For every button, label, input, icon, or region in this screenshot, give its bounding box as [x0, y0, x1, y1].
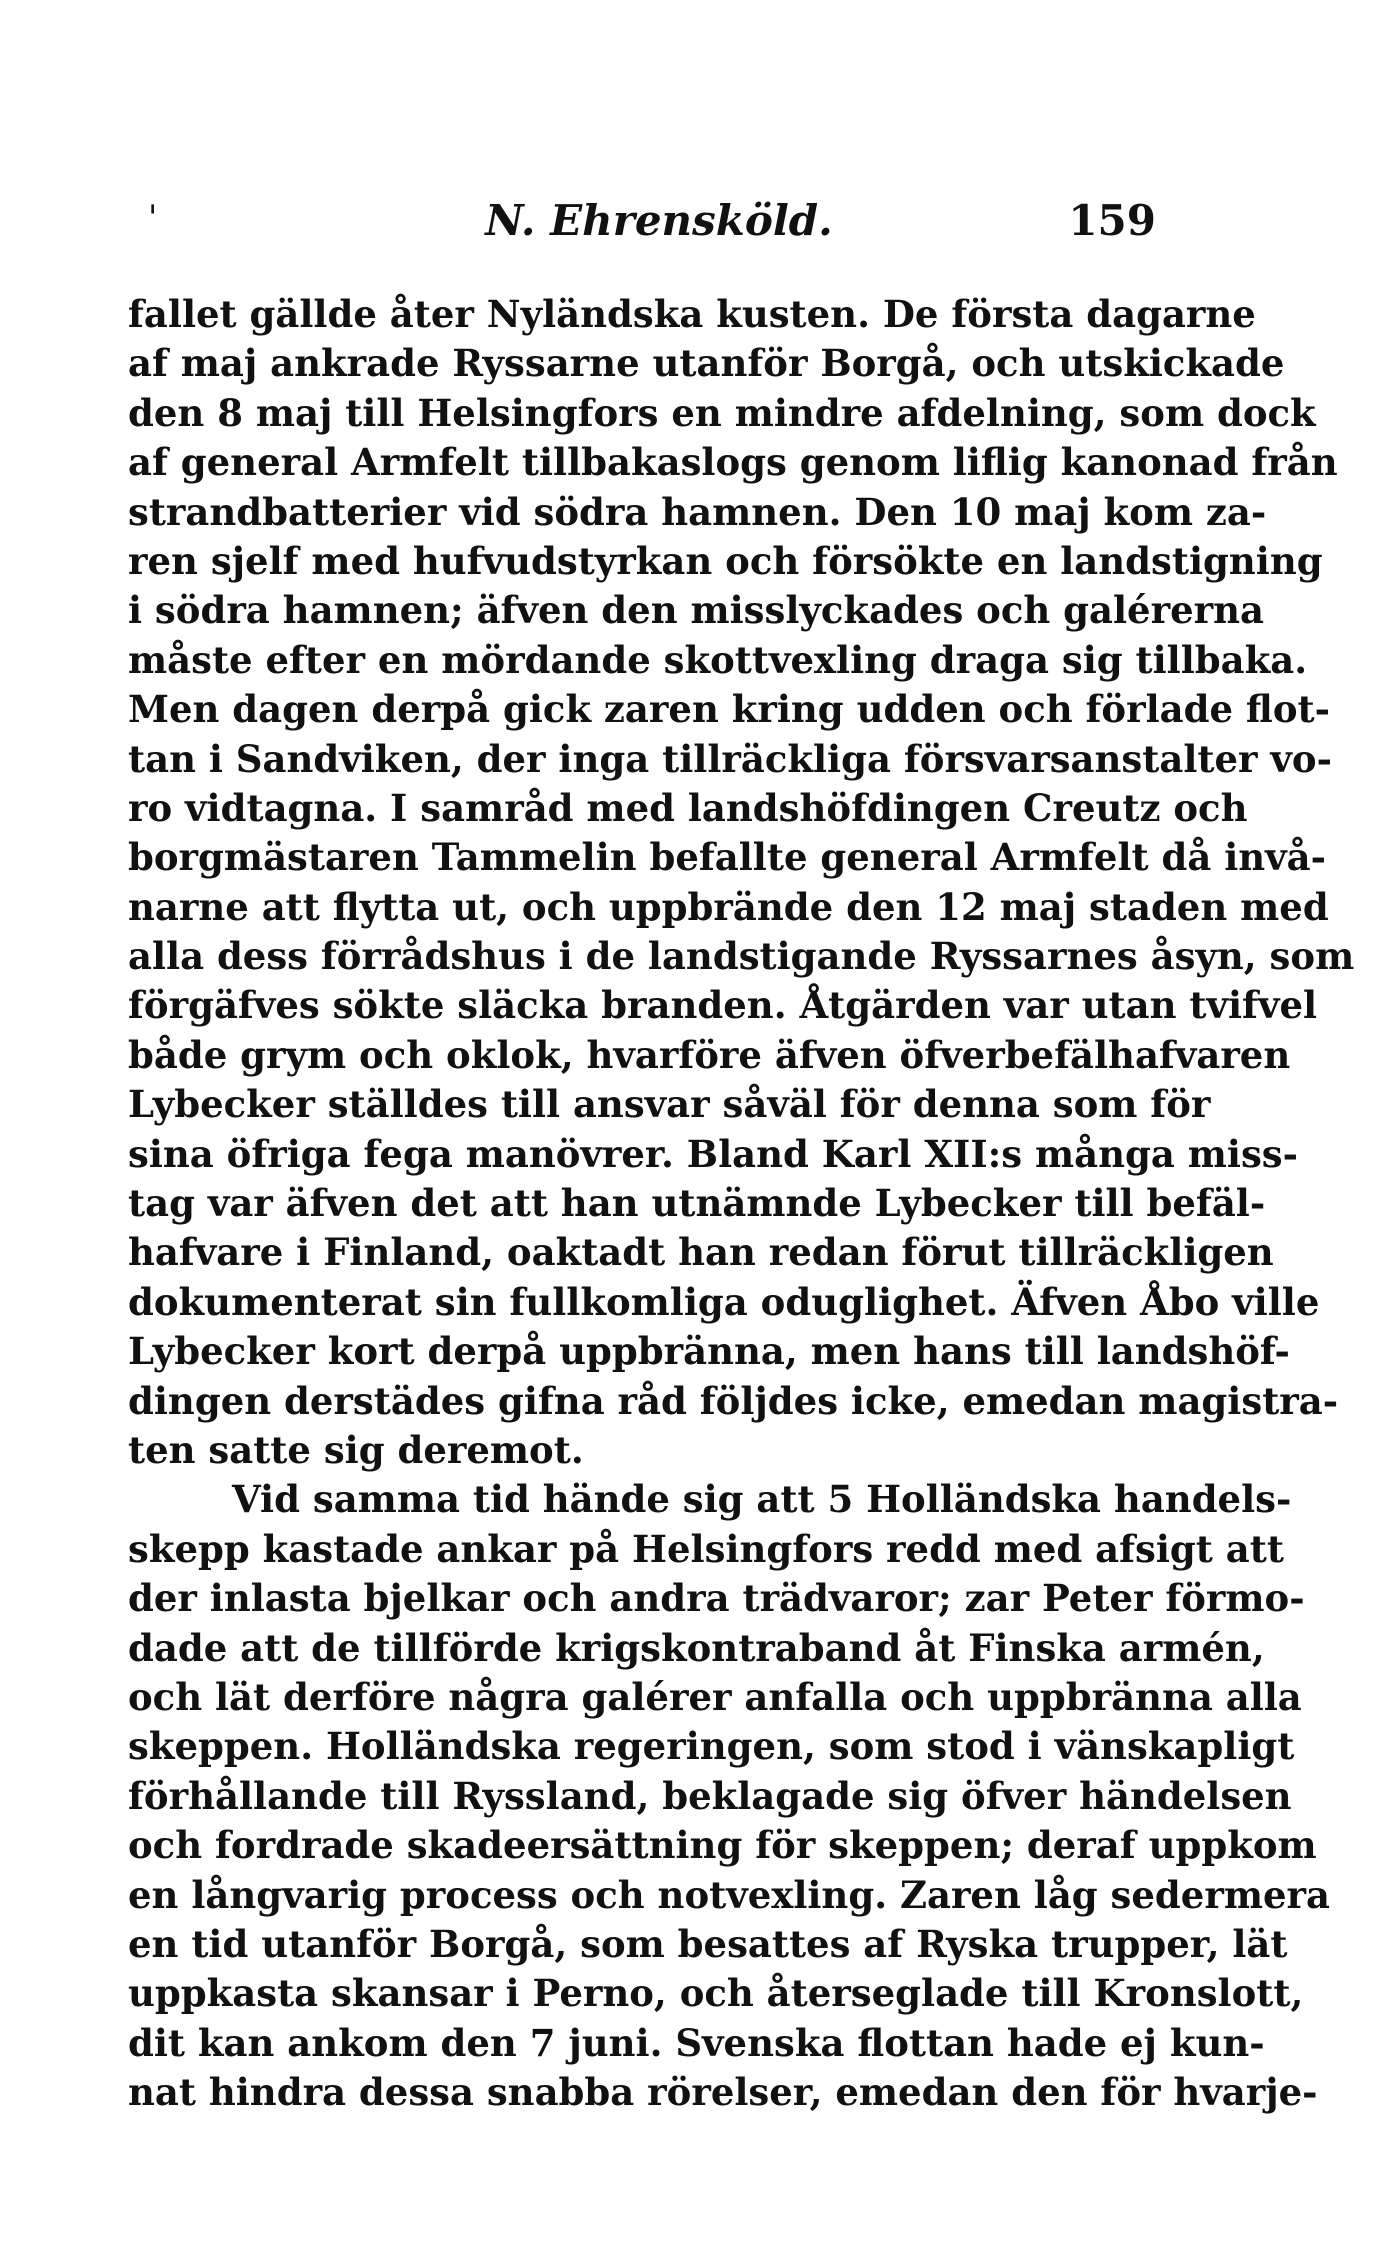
text-line: en långvarig process och notvexling. Zaren låg sedermera	[128, 1872, 1330, 1917]
text-line: dokumenterat sin fullkomliga oduglighet. Äfven Åbo ville	[128, 1279, 1320, 1324]
text-line: uppkasta skansar i Perno, och återseglade till Kronslott,	[128, 1971, 1304, 2016]
text-line: Lybecker kort derpå uppbränna, men hans till landshöf-	[128, 1329, 1290, 1374]
text-line: hafvare i Finland, oaktadt han redan förut tillräckligen	[128, 1230, 1274, 1275]
text-line: tan i Sandviken, der inga tillräckliga försvarsanstalter vo-	[128, 736, 1332, 781]
text-line: skeppen. Holländska regeringen, som stod i vänskapligt	[128, 1724, 1295, 1769]
text-line: af general Armfelt tillbakaslogs genom liflig kanonad från	[128, 440, 1338, 485]
text-line: borgmästaren Tammelin befallte general Armfelt då invå-	[128, 835, 1326, 880]
text-line: ro vidtagna. I samråd med landshöfdingen Creutz och	[128, 785, 1248, 830]
text-line: fallet gällde åter Nyländska kusten. De första dagarne	[128, 292, 1256, 336]
text-line: dit kan ankom den 7 juni. Svenska flottan hade ej kun-	[128, 2020, 1265, 2065]
text-line-paragraph-start: Vid samma tid hände sig att 5 Holländska handels-	[232, 1477, 1292, 1522]
text-line: ren sjelf med hufvudstyrkan och försökte en landstigning	[128, 538, 1323, 583]
text-line: strandbatterier vid södra hamnen. Den 10 maj kom za-	[128, 489, 1267, 534]
text-line: der inlasta bjelkar och andra trädvaror; zar Peter förmo-	[128, 1576, 1305, 1621]
text-line: narne att flytta ut, och uppbrände den 12 maj staden med	[128, 884, 1329, 929]
text-line: alla dess förrådshus i de landstigande Ryssarnes åsyn, som	[128, 934, 1355, 979]
text-line: förhållande till Ryssland, beklagade sig öfver händelsen	[128, 1773, 1292, 1818]
text-line: en tid utanför Borgå, som besattes af Ryska trupper, lät	[128, 1921, 1288, 1966]
text-line: dingen derstädes gifna råd följdes icke, emedan magistra-	[128, 1378, 1339, 1423]
text-line: dade att de tillförde krigskontraband åt Finska armén,	[128, 1625, 1265, 1670]
text-line: Lybecker ställdes till ansvar såväl för denna som för	[128, 1082, 1211, 1127]
text-line: af maj ankrade Ryssarne utanför Borgå, och utskickade	[128, 341, 1285, 386]
running-header	[128, 196, 1190, 256]
text-line: skepp kastade ankar på Helsingfors redd med afsigt att	[128, 1526, 1284, 1571]
header-mark: '	[148, 198, 158, 238]
text-line: måste efter en mördande skottvexling draga sig tillbaka.	[128, 637, 1308, 682]
text-line: Men dagen derpå gick zaren kring udden och förlade flot-	[128, 687, 1330, 732]
text-line: i södra hamnen; äfven den misslyckades och galérerna	[128, 588, 1264, 633]
page-number: 159	[1068, 196, 1156, 245]
text-line-paragraph-end: ten satte sig deremot.	[128, 1427, 584, 1472]
body-text	[128, 290, 1355, 2117]
text-line: sina öfriga fega manövrer. Bland Karl XII:s många miss-	[128, 1131, 1298, 1176]
text-line: den 8 maj till Helsingfors en mindre afdelning, som dock	[128, 390, 1316, 435]
text-line: och fordrade skadeersättning för skeppen; deraf uppkom	[128, 1823, 1317, 1868]
text-line: nat hindra dessa snabba rörelser, emedan den för hvarje-	[128, 2070, 1318, 2115]
text-line: både grym och oklok, hvarföre äfven öfverbefälhafvaren	[128, 1032, 1291, 1077]
text-line: tag var äfven det att han utnämnde Lybecker till befäl-	[128, 1181, 1266, 1226]
text-line: och lät derföre några galérer anfalla och uppbränna alla	[128, 1674, 1302, 1719]
text-line: förgäfves sökte släcka branden. Åtgärden var utan tvifvel	[128, 983, 1318, 1028]
running-title: N. Ehrensköld.	[485, 196, 833, 245]
